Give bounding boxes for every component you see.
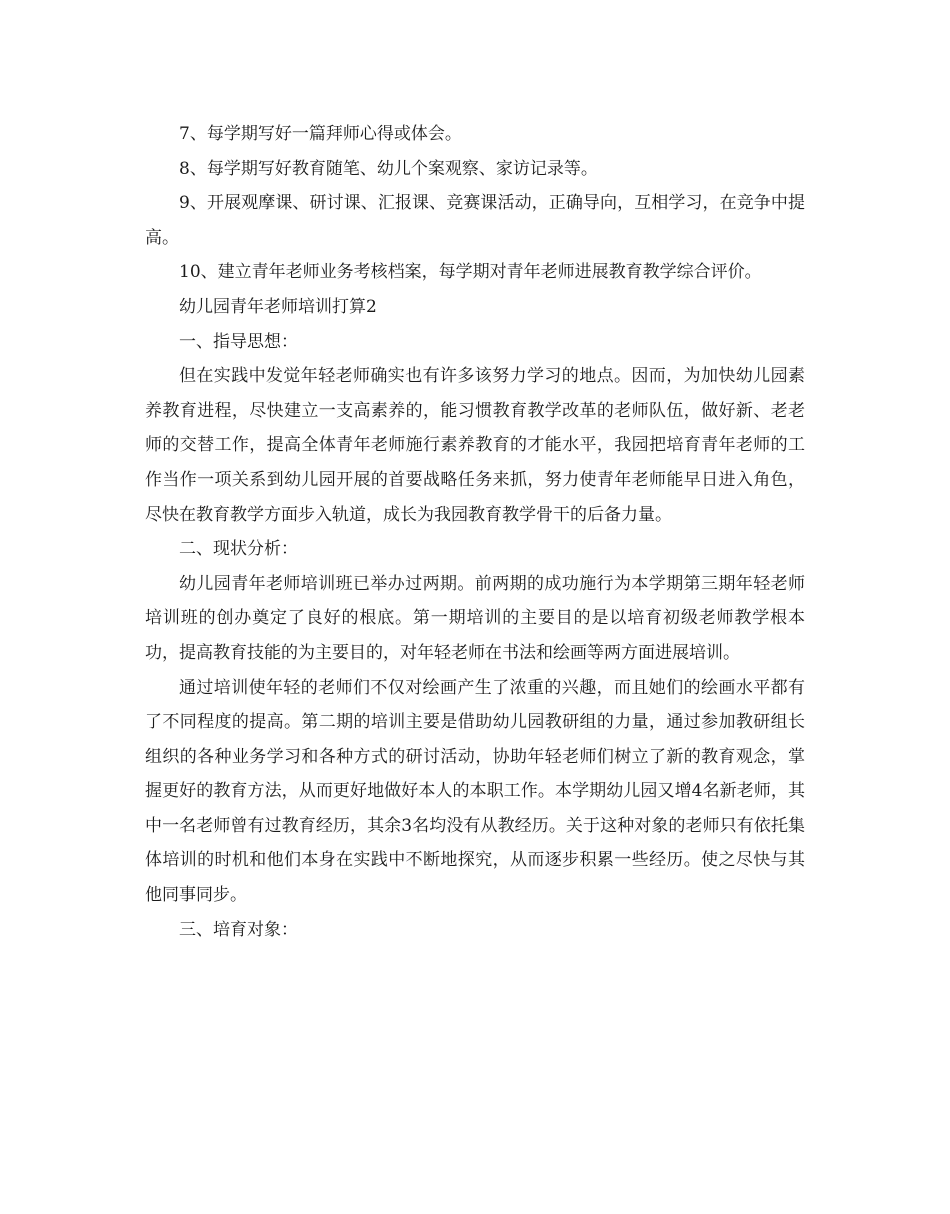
paragraph-item-9: 9、开展观摩课、研讨课、汇报课、竞赛课活动，正确导向，互相学习，在竞争中提高。 bbox=[145, 193, 805, 248]
paragraph-status-analysis-2: 通过培训使年轻的老师们不仅对绘画产生了浓重的兴趣，而且她们的绘画水平都有了不同程度的提高。第二期的培训主要是借助幼儿园教研组的力量，通过参加教研组长组织的各种业务学习和各种方式的研讨活动，协助年轻老师们树立了新的教育观念，掌握更好的教育方法，从而更好地做好本人的本职工作。本学期幼儿园又增4名新老师，其中一名老师曾有过教育经历，其余3名均没有从教经历。关于这种对象的老师只有依托集体培训的时机和他们本身在实践中不断地探究，从而逐步积累一些经历。使之尽快与其他同事同步。 bbox=[145, 677, 805, 906]
section-title: 幼儿园青年老师培训打算2 bbox=[179, 296, 377, 317]
paragraph-item-10: 10、建立青年老师业务考核档案，每学期对青年老师进展教育教学综合评价。 bbox=[179, 262, 762, 283]
heading-guiding-thought: 一、指导思想： bbox=[179, 331, 298, 352]
paragraph-item-7: 7、每学期写好一篇拜师心得或体会。 bbox=[179, 124, 462, 144]
heading-training-targets: 三、培育对象： bbox=[179, 919, 298, 940]
paragraph-item-8: 8、每学期写好教育随笔、幼儿个案观察、家访记录等。 bbox=[179, 158, 598, 179]
paragraph-status-analysis-1: 幼儿园青年老师培训班已举办过两期。前两期的成功施行为本学期第三期年轻老师培训班的创办奠定了良好的根底。第一期培训的主要目的是以培育初级老师教学根本功，提高教育技能的为主要目的，对年轻老师在书法和绘画等两方面进展培训。 bbox=[145, 573, 805, 663]
document-body bbox=[145, 117, 805, 947]
heading-status-analysis: 二、现状分析： bbox=[179, 539, 298, 560]
paragraph-guiding-thought: 但在实践中发觉年轻老师确实也有许多该努力学习的地点。因而，为加快幼儿园素养教育进程，尽快建立一支高素养的，能习惯教育教学改革的老师队伍，做好新、老老师的交替工作，提高全体青年老师施行素养教育的才能水平，我园把培育青年老师的工作当作一项关系到幼儿园开展的首要战略任务来抓，努力使青年老师能早日进入角色，尽快在教育教学方面步入轨道，成长为我园教育教学骨干的后备力量。 bbox=[145, 366, 805, 525]
